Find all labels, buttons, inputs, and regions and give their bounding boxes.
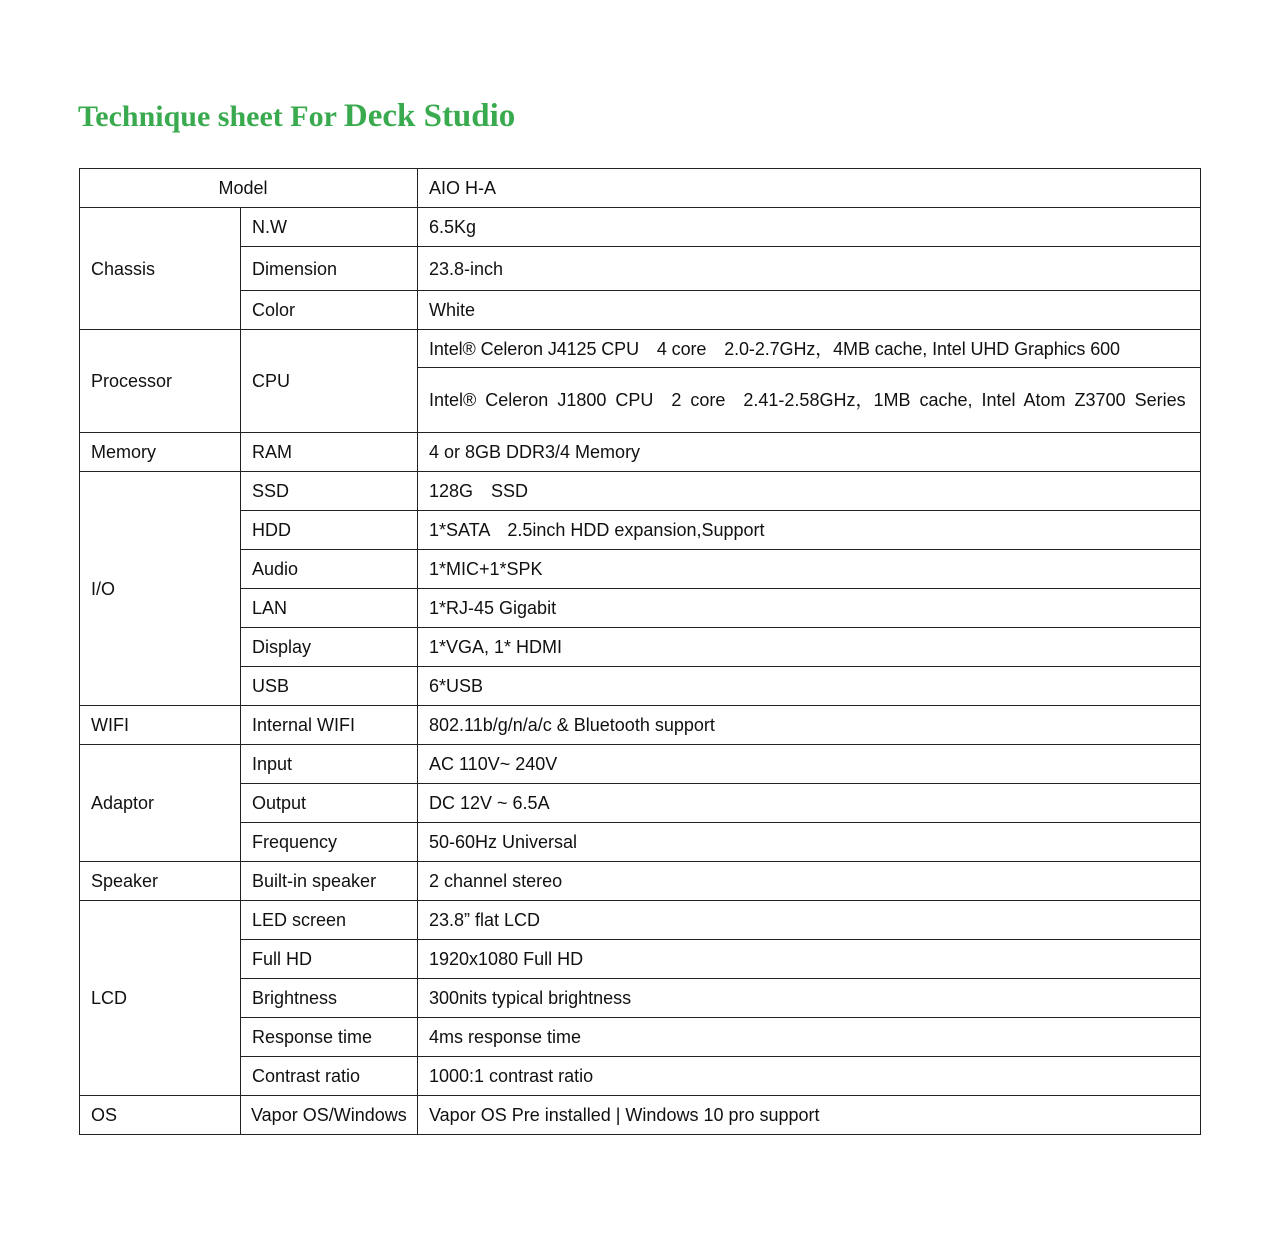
table-row (80, 628, 1201, 667)
table-row (80, 1096, 1201, 1135)
spec-value: 6.5Kg (418, 208, 1201, 247)
spec-value: Vapor OS Pre installed | Windows 10 pro support (418, 1096, 1201, 1135)
spec-label: Audio (241, 550, 418, 589)
spec-value: 1920x1080 Full HD (418, 940, 1201, 979)
spec-label: RAM (241, 433, 418, 472)
spec-value: DC 12V ~ 6.5A (418, 784, 1201, 823)
table-row (80, 1018, 1201, 1057)
group-name-chassis: Chassis (80, 208, 241, 330)
spec-label: Response time (241, 1018, 418, 1057)
spec-value: 1*SATA 2.5inch HDD expansion,Support (418, 511, 1201, 550)
spec-label: Contrast ratio (241, 1057, 418, 1096)
table-row (80, 330, 1201, 368)
spec-value: 1000:1 contrast ratio (418, 1057, 1201, 1096)
spec-label: Vapor OS/Windows (241, 1096, 418, 1135)
spec-label: CPU (241, 330, 418, 433)
header-value: AIO H-A (418, 169, 1201, 208)
table-row (80, 745, 1201, 784)
table-row (80, 589, 1201, 628)
spec-table (79, 168, 1201, 1135)
spec-label: Color (241, 291, 418, 330)
group-name-io: I/O (80, 472, 241, 706)
table-row (80, 667, 1201, 706)
spec-label: Input (241, 745, 418, 784)
spec-value: 50-60Hz Universal (418, 823, 1201, 862)
table-row (80, 1057, 1201, 1096)
table-row (80, 472, 1201, 511)
spec-value: Intel® Celeron J4125 CPU 4 core 2.0-2.7GHz，4MB cache, Intel UHD Graphics 600 (418, 330, 1201, 368)
spec-label: Display (241, 628, 418, 667)
table-row (80, 291, 1201, 330)
table-row (80, 247, 1201, 291)
spec-value: 4ms response time (418, 1018, 1201, 1057)
spec-value: 1*RJ-45 Gigabit (418, 589, 1201, 628)
spec-value: 4 or 8GB DDR3/4 Memory (418, 433, 1201, 472)
spec-label: Frequency (241, 823, 418, 862)
group-name-memory: Memory (80, 433, 241, 472)
spec-value: 6*USB (418, 667, 1201, 706)
spec-label: LAN (241, 589, 418, 628)
table-row (80, 784, 1201, 823)
group-name-lcd: LCD (80, 901, 241, 1096)
spec-label: Dimension (241, 247, 418, 291)
table-row (80, 169, 1201, 208)
title-prefix: Technique sheet For (78, 100, 337, 133)
table-row (80, 511, 1201, 550)
spec-value: 23.8” flat LCD (418, 901, 1201, 940)
spec-value: Intel® Celeron J1800 CPU 2 core 2.41-2.58GHz，1MB cache, Intel Atom Z3700 Series (418, 368, 1201, 433)
title-product: Deck Studio (343, 98, 516, 134)
spec-value: 802.11b/g/n/a/c & Bluetooth support (418, 706, 1201, 745)
spec-value: 1*MIC+1*SPK (418, 550, 1201, 589)
table-row (80, 433, 1201, 472)
table-row (80, 208, 1201, 247)
spec-label: Full HD (241, 940, 418, 979)
spec-label: HDD (241, 511, 418, 550)
group-name-adaptor: Adaptor (80, 745, 241, 862)
spec-value: White (418, 291, 1201, 330)
group-name-wifi: WIFI (80, 706, 241, 745)
header-label: Model (80, 169, 418, 208)
spec-label: LED screen (241, 901, 418, 940)
table-row (80, 823, 1201, 862)
table-row (80, 862, 1201, 901)
table-row (80, 706, 1201, 745)
spec-label: Output (241, 784, 418, 823)
spec-label: Built-in speaker (241, 862, 418, 901)
spec-label: Brightness (241, 979, 418, 1018)
table-row (80, 901, 1201, 940)
group-name-speaker: Speaker (80, 862, 241, 901)
spec-label: Internal WIFI (241, 706, 418, 745)
table-row (80, 550, 1201, 589)
group-name-os: OS (80, 1096, 241, 1135)
spec-value: 2 channel stereo (418, 862, 1201, 901)
document-title (78, 96, 515, 137)
spec-label: USB (241, 667, 418, 706)
spec-value: 23.8-inch (418, 247, 1201, 291)
spec-value: AC 110V~ 240V (418, 745, 1201, 784)
spec-label: SSD (241, 472, 418, 511)
table-row (80, 940, 1201, 979)
spec-value: 300nits typical brightness (418, 979, 1201, 1018)
table-row (80, 979, 1201, 1018)
spec-value: 1*VGA, 1* HDMI (418, 628, 1201, 667)
group-name-processor: Processor (80, 330, 241, 433)
spec-label: N.W (241, 208, 418, 247)
spec-value: 128G SSD (418, 472, 1201, 511)
